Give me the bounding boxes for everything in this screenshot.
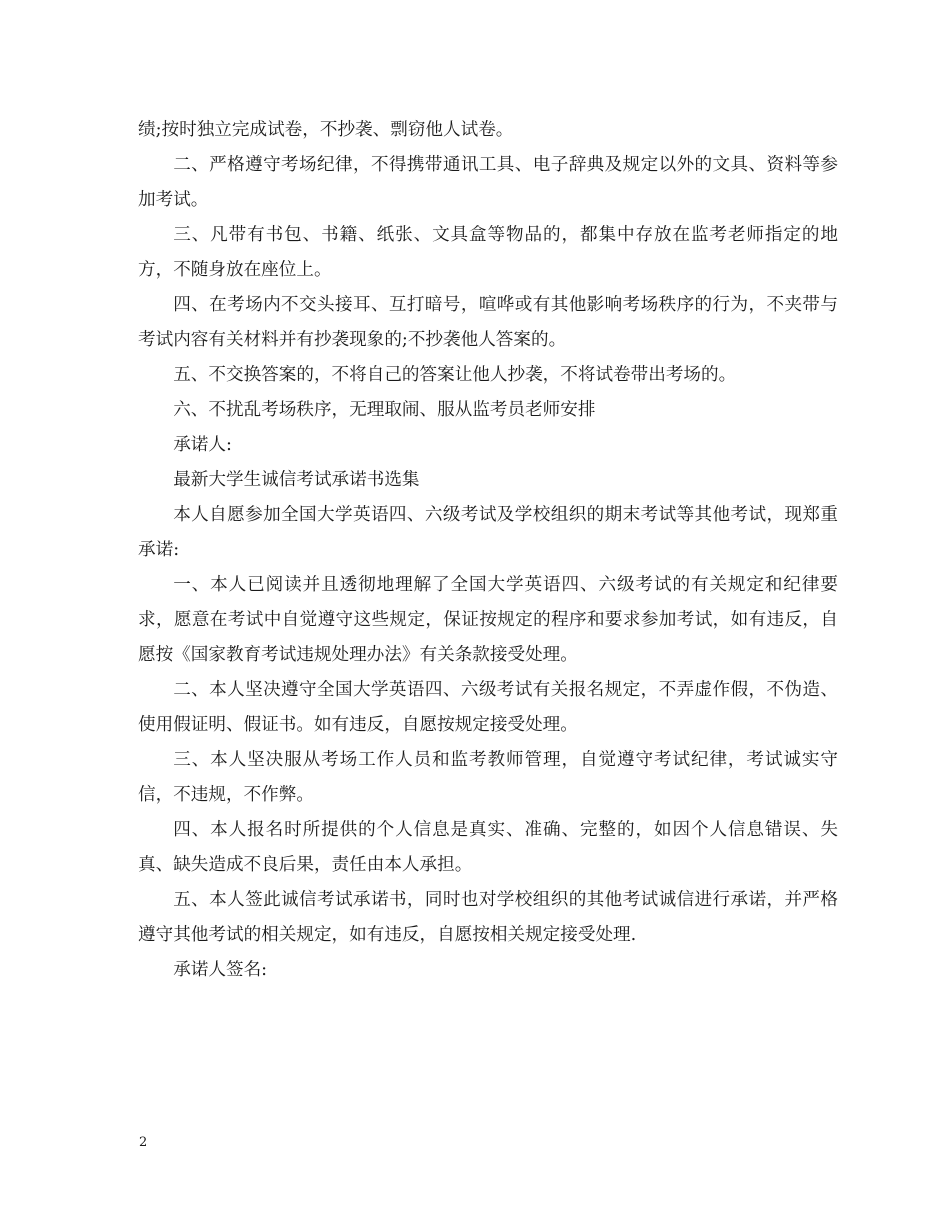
signature-label: 承诺人: — [173, 435, 232, 455]
paragraph-rule-6: 六、不扰乱考场秩序，无理取闹、服从监考员老师安排 — [173, 400, 596, 420]
paragraph-rule-5: 五、不交换答案的，不将自己的答案让他人抄袭，不将试卷带出考场的。 — [173, 365, 737, 385]
paragraph-rule-4: 四、在考场内不交头接耳、互打暗号，喧哗或有其他影响考场秩序的行为，不夹带与考试内容有关材料并有抄袭现象的;不抄袭他人答案的。 — [138, 295, 838, 350]
paragraph-rule-3: 三、凡带有书包、书籍、纸张、文具盒等物品的，都集中存放在监考老师指定的地方，不随身放在座位上。 — [138, 225, 838, 280]
paragraph-pledge-3: 三、本人坚决服从考场工作人员和监考教师管理，自觉遵守考试纪律，考试诚实守信，不违规，不作弊。 — [138, 750, 838, 805]
paragraph-rule-2: 二、严格遵守考场纪律，不得携带通讯工具、电子辞典及规定以外的文具、资料等参加考试。 — [138, 155, 838, 210]
signature-line: 承诺人签名: — [173, 960, 268, 980]
section-heading: 最新大学生诚信考试承诺书选集 — [173, 470, 420, 490]
paragraph-pledge-1: 一、本人已阅读并且透彻地理解了全国大学英语四、六级考试的有关规定和纪律要求，愿意在考试中自觉遵守这些规定，保证按规定的程序和要求参加考试，如有违反，自愿按《国家教育考试违规处理办法》有关条款接受处理。 — [138, 575, 838, 665]
paragraph-pledge-2: 二、本人坚决遵守全国大学英语四、六级考试有关报名规定，不弄虚作假，不伪造、使用假证明、假证书。如有违反，自愿按规定接受处理。 — [138, 680, 838, 735]
document-body — [138, 113, 838, 988]
paragraph-intro: 本人自愿参加全国大学英语四、六级考试及学校组织的期末考试等其他考试，现郑重承诺: — [138, 505, 838, 560]
paragraph-pledge-5: 五、本人签此诚信考试承诺书，同时也对学校组织的其他考试诚信进行承诺，并严格遵守其他考试的相关规定，如有违反，自愿按相关规定接受处理. — [138, 890, 838, 945]
page-number: 2 — [139, 1135, 148, 1150]
paragraph-pledge-4: 四、本人报名时所提供的个人信息是真实、准确、完整的，如因个人信息错误、失真、缺失造成不良后果，责任由本人承担。 — [138, 820, 838, 875]
paragraph-continuation: 绩;按时独立完成试卷，不抄袭、剽窃他人试卷。 — [138, 120, 514, 140]
